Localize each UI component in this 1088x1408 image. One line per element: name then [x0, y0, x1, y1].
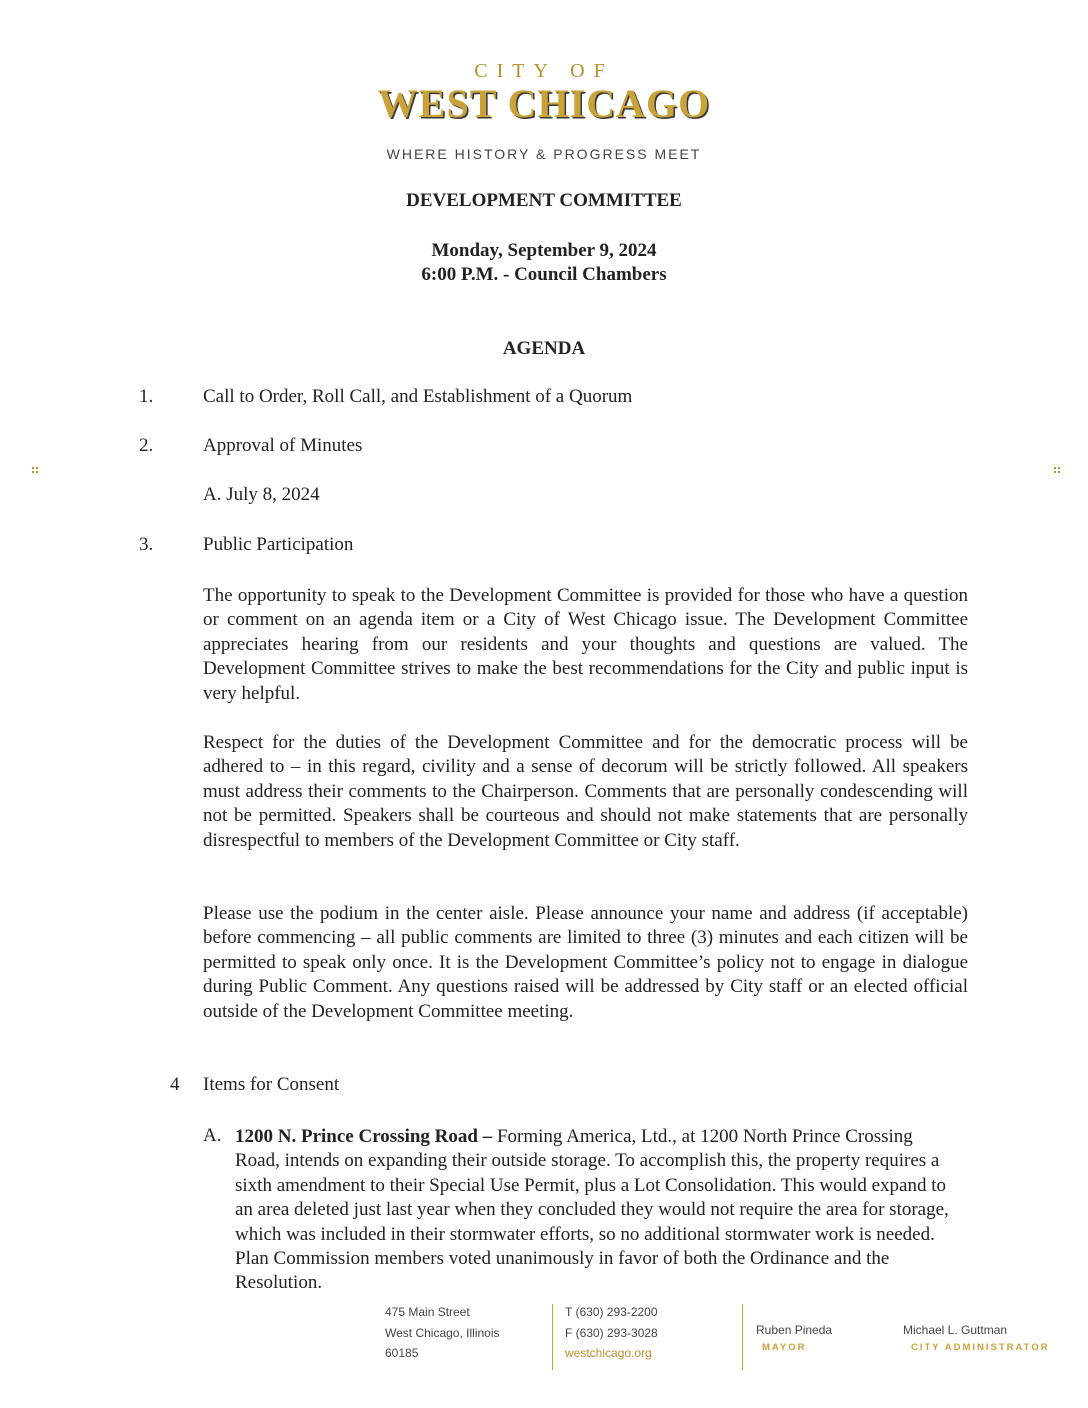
item-number: 3. — [139, 534, 154, 555]
committee-title: DEVELOPMENT COMMITTEE — [406, 190, 682, 211]
sub-item-text: Forming America, Ltd., at 1200 North Prince Crossing Road, intends on expanding their outside storage. To accomplish this, the property requires a sixth amendment to their Special Use Permit, plus a Lot Consolidation. This would expand to an area deleted just last year when they concluded they would not require the area for storage, which was included in their stormwater efforts, so no additional stormwater work is needed. Plan Commission members voted unanimously in favor of both the Ordinance and the Resolution. — [235, 1126, 949, 1294]
paragraph: Please use the podium in the center aisle. Please announce your name and address (if acceptable) before commencing – all public comments are limited to three (3) minutes and each citizen will be permitted to speak only once. It is the Development Committee’s policy not to engage in dialogue during Public Comment. Any questions raised will be addressed by City staff or an elected official outside of the Development Committee meeting. — [203, 903, 968, 1022]
item-title: Approval of Minutes — [203, 435, 363, 456]
sub-item-body — [235, 1125, 955, 1296]
logo-city-of: CITY OF — [474, 60, 614, 82]
mayor-name: Ruben Pineda — [756, 1323, 833, 1337]
item-title: Public Participation — [203, 534, 354, 555]
footer-phone: T (630) 293-2200 — [565, 1305, 658, 1319]
item-sub: A. July 8, 2024 — [203, 484, 320, 505]
paragraph: The opportunity to speak to the Development Committee is provided for those who have a question or comment on an agenda item or a City of West Chicago issue. The Development Committee appreciates hearing from our residents and your thoughts and questions are valued. The Development Committee strives to make the best recommendations for the City and public input is very helpful. — [203, 585, 968, 704]
footer-website-link[interactable]: westchicago.org — [565, 1346, 652, 1360]
footer-city-state: West Chicago, Illinois — [385, 1325, 500, 1340]
footer-fax: F (630) 293-3028 — [565, 1325, 658, 1340]
item-number: 2. — [139, 435, 154, 456]
letterhead-footer — [0, 1302, 1088, 1382]
administrator-name: Michael L. Guttman — [903, 1323, 1008, 1337]
sub-item-letter: A. — [203, 1125, 222, 1146]
footer-zip: 60185 — [385, 1346, 419, 1360]
margin-dots-right — [1054, 467, 1060, 473]
mayor-title: MAYOR — [762, 1342, 807, 1353]
agenda-title: AGENDA — [502, 338, 586, 359]
paragraph: Respect for the duties of the Development Committee and for the democratic process will be adhered to – in this regard, civility and a sense of decorum will be strictly followed. All speakers must address their comments to the Chairperson. Comments that are personally condescending will not be permitted. Speakers shall be courteous and should not make statements that are personally disrespectful to members of the Development Committee or City staff. — [203, 732, 968, 851]
administrator-title: CITY ADMINISTRATOR — [911, 1342, 1050, 1353]
logo-city-name: WEST CHICAGO — [377, 81, 711, 126]
item-number: 4 — [170, 1074, 180, 1095]
margin-dots-left — [32, 467, 38, 473]
logo-tagline: WHERE HISTORY & PROGRESS MEET — [386, 146, 702, 162]
item-title: Call to Order, Roll Call, and Establishment of a Quorum — [203, 386, 633, 407]
footer-street: 475 Main Street — [385, 1305, 470, 1319]
footer-administrator — [903, 1322, 1050, 1356]
footer-contact — [565, 1302, 658, 1364]
footer-mayor — [756, 1322, 832, 1356]
meeting-date: Monday, September 9, 2024 — [431, 240, 657, 261]
footer-address — [385, 1302, 500, 1364]
meeting-time-place: 6:00 P.M. - Council Chambers — [421, 264, 667, 285]
sub-item-heading: 1200 N. Prince Crossing Road – — [235, 1126, 493, 1147]
item-number: 1. — [139, 386, 154, 407]
footer-divider — [742, 1304, 743, 1370]
footer-divider — [552, 1304, 553, 1370]
item-title: Items for Consent — [203, 1074, 340, 1095]
